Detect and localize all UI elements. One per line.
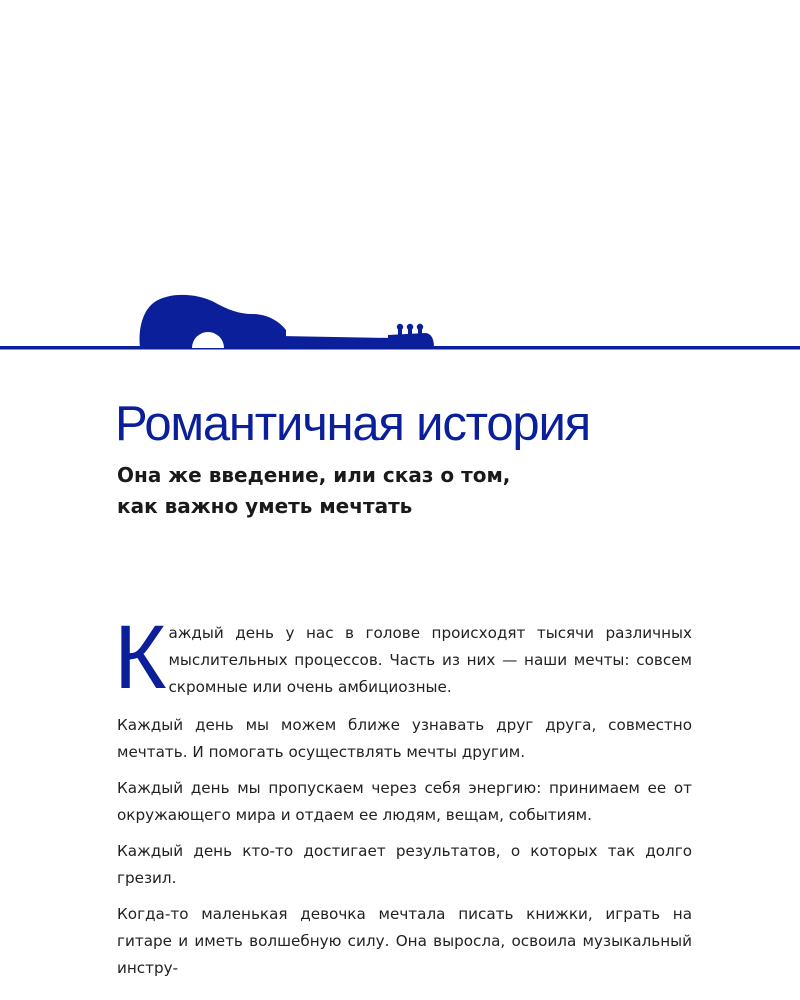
paragraph: Когда-то маленькая девочка мечтала писать книжки, играть на гитаре и иметь волшебную силу. Она выросла, освоила музыкальный инстру- xyxy=(117,905,692,977)
subtitle-line-2: как важно уметь мечтать xyxy=(117,494,413,518)
paragraph: Каждый день мы пропускаем через себя энергию: принимаем ее от окружающего мира и отдаем ее людям, вещам, событиям. xyxy=(117,779,692,824)
paragraph: Каждый день мы можем ближе узнавать друг друга, совместно мечтать. И помогать осуществлять мечты другим. xyxy=(117,716,692,761)
guitar-silhouette-icon xyxy=(0,290,800,352)
chapter-title: Романтичная история xyxy=(115,397,590,451)
horizontal-rule xyxy=(0,346,800,350)
guitar-neck xyxy=(280,336,392,347)
guitar-headstock xyxy=(388,333,434,348)
guitar-divider xyxy=(0,290,800,352)
paragraph: Каждый день кто-то достигает результатов, о которых так долго грезил. xyxy=(117,842,692,887)
body-text xyxy=(114,608,692,991)
chapter-subtitle xyxy=(117,460,510,522)
first-paragraph xyxy=(114,608,692,708)
drop-cap: К xyxy=(114,608,165,708)
subtitle-line-1: Она же введение, или сказ о том, xyxy=(117,463,511,487)
first-paragraph-text: аждый день у нас в голове происходят тысячи различных мыслительных процессов. Часть из них — наши мечты: совсем скромные или очень амбициозные. xyxy=(168,624,692,696)
